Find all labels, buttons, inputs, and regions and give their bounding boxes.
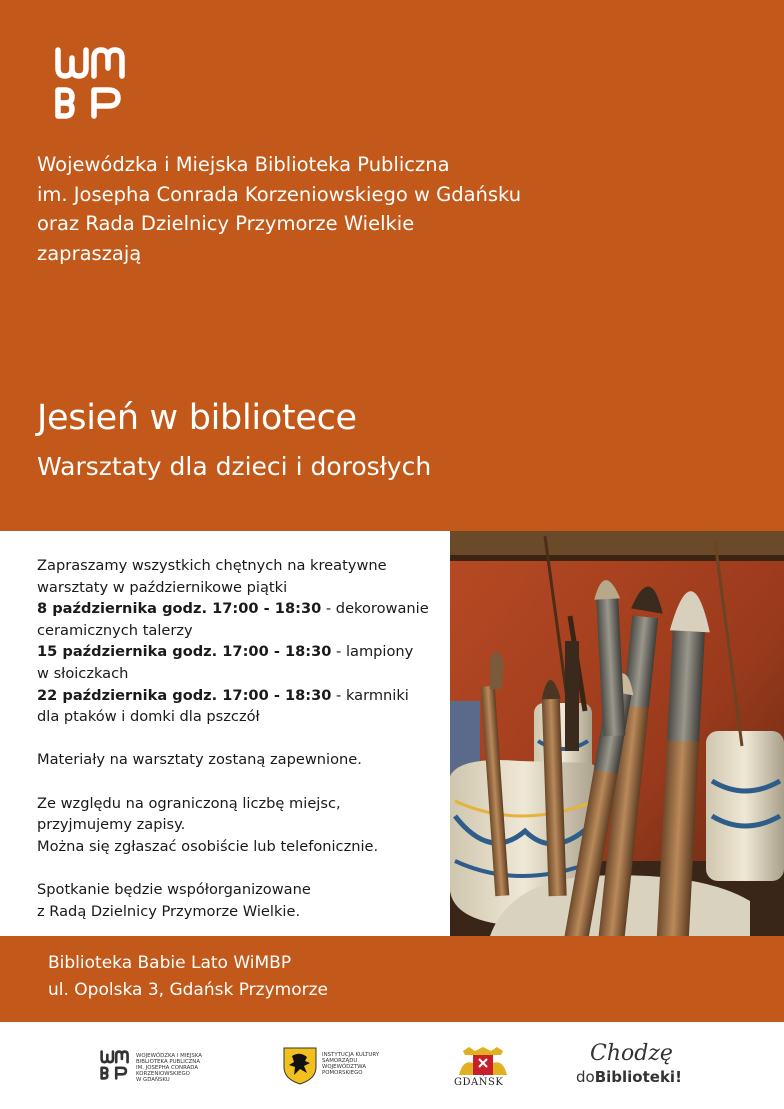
event-title: Jesień w bibliotece: [37, 398, 357, 438]
session-desc: dla ptaków i domki dla pszczół: [37, 708, 260, 726]
wimbp-small-logo: [100, 1050, 130, 1080]
footer-line: W GDAŃSKU: [136, 1077, 170, 1083]
campaign-do: do: [576, 1068, 595, 1086]
footer-line: WOJEWÓDZKA I MIEJSKA: [136, 1053, 202, 1059]
event-subtitle: Warsztaty dla dzieci i dorosłych: [37, 452, 432, 481]
footer-line: KORZENIOWSKIEGO: [136, 1071, 190, 1077]
library-address: ul. Opolska 3, Gdańsk Przymorze: [48, 980, 328, 1000]
pomorskie-coat-of-arms-icon: [283, 1047, 317, 1085]
session-desc: w słoiczkach: [37, 664, 129, 682]
coorganizer-note: z Radą Dzielnicy Przymorze Wielkie.: [37, 902, 301, 920]
wimbp-logo: [54, 46, 128, 120]
footer-line: SAMORZĄDU: [322, 1058, 358, 1064]
materials-note: Materiały na warsztaty zostaną zapewnione.: [37, 751, 362, 769]
intro-line: Zapraszamy wszystkich chętnych na kreatywne: [37, 557, 387, 574]
session-desc: ceramicznych talerzy: [37, 621, 193, 639]
gdansk-label: GDAŃSK: [454, 1077, 504, 1088]
wimbp-small-text: [136, 1053, 226, 1083]
location: [48, 950, 328, 1004]
campaign-logo-bottom: [576, 1068, 682, 1086]
footer-line: WOJEWÓDZTWA: [322, 1064, 367, 1070]
limit-note: Ze względu na ograniczoną liczbę miejsc,: [37, 794, 341, 812]
session-date: 22 października godz. 17:00 - 18:30: [37, 686, 332, 704]
campaign-logo-top: Chodzę: [590, 1041, 673, 1066]
campaign-exclaim: !: [675, 1068, 682, 1086]
session-date: 8 października godz. 17:00 - 18:30: [37, 600, 322, 618]
pomorskie-text: [322, 1052, 402, 1076]
session-date: 15 października godz. 17:00 - 18:30: [37, 643, 332, 661]
limit-note: Można się zgłaszać osobiście lub telefonicznie.: [37, 837, 379, 855]
session-desc: - dekorowanie: [321, 600, 429, 618]
session-desc: - lampiony: [331, 643, 414, 661]
paintbrushes-photo: [450, 531, 784, 936]
organizer-line: Wojewódzka i Miejska Biblioteka Publiczna: [37, 153, 450, 176]
footer-line: IM. JOSEPHA CONRADA: [136, 1065, 199, 1071]
limit-note: przyjmujemy zapisy.: [37, 816, 186, 834]
organizer-line: oraz Rada Dzielnicy Przymorze Wielkie: [37, 212, 415, 235]
footer-line: POMORSKIEGO: [322, 1070, 363, 1076]
library-name: Biblioteka Babie Lato WiMBP: [48, 953, 292, 973]
session-3: [37, 685, 442, 707]
organizer-line: im. Josepha Conrada Korzeniowskiego w Gdańsku: [37, 182, 522, 206]
footer-line: INSTYTUCJA KULTURY: [322, 1052, 380, 1058]
footer-line: BIBLIOTEKA PUBLICZNA: [136, 1059, 201, 1065]
session-2: [37, 641, 442, 663]
intro-line: warsztaty w październikowe piątki: [37, 578, 288, 596]
coorganizer-note: Spotkanie będzie współorganizowane: [37, 880, 311, 898]
session-1: [37, 598, 442, 620]
campaign-biblioteki: Biblioteki: [594, 1068, 676, 1086]
event-description: [37, 555, 442, 922]
organizer-line: zapraszają: [37, 241, 142, 265]
organizers: [37, 150, 737, 268]
session-desc: - karmniki: [331, 686, 409, 704]
